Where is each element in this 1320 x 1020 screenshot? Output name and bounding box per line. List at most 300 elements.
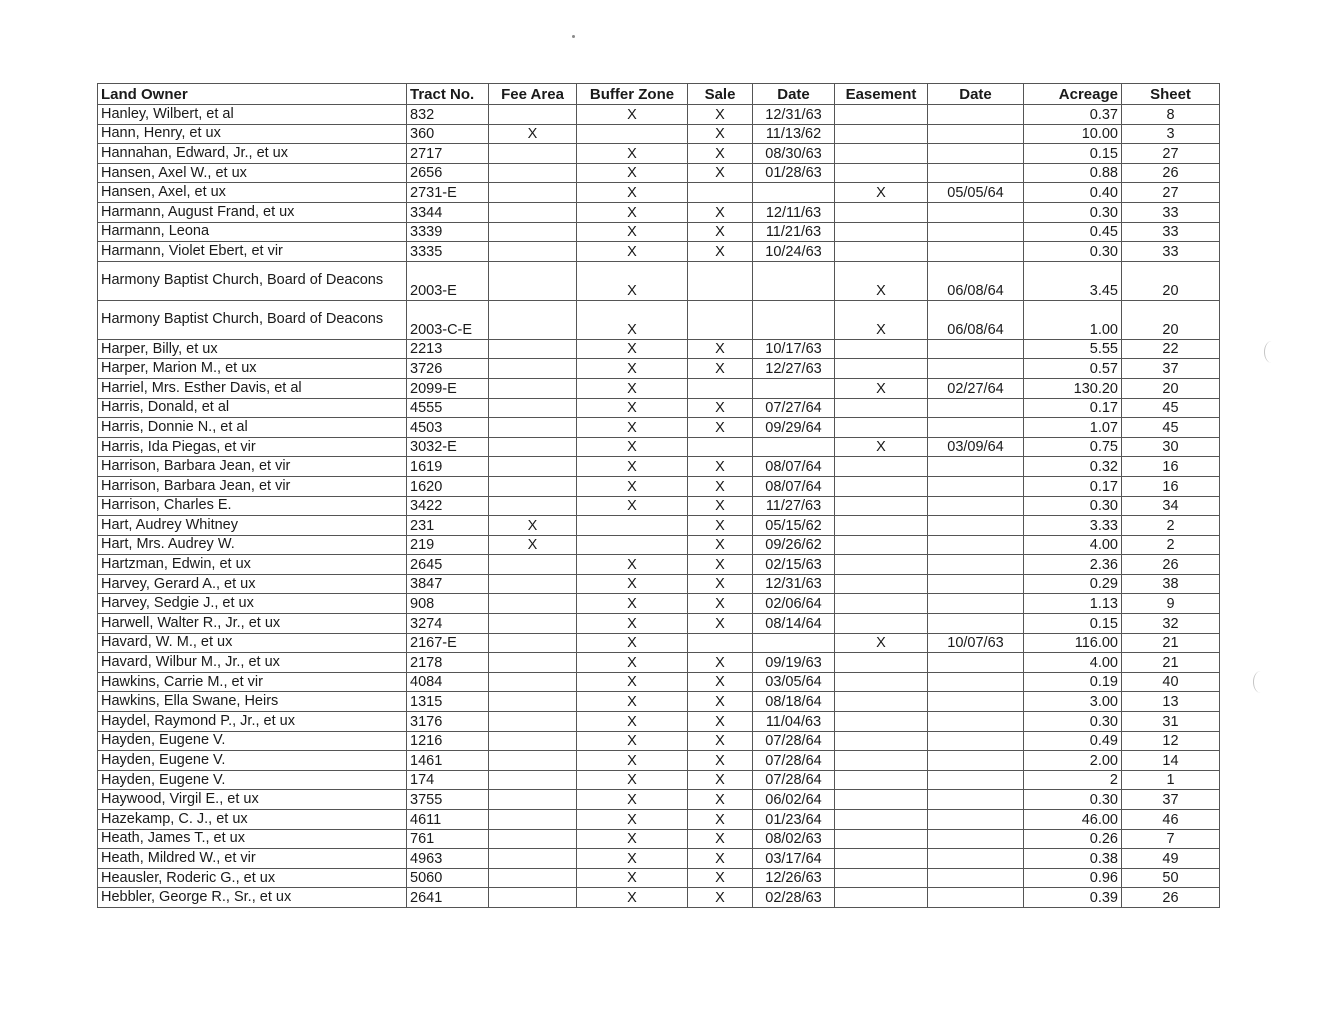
easement-date-cell bbox=[928, 496, 1024, 516]
sale-date-cell: 08/07/64 bbox=[753, 476, 835, 496]
fee-area-cell: X bbox=[489, 124, 577, 144]
table-row bbox=[98, 457, 1220, 477]
tract-no-cell: 3335 bbox=[407, 242, 489, 262]
sale-date-cell: 10/24/63 bbox=[753, 242, 835, 262]
easement-cell bbox=[835, 242, 928, 262]
sheet-cell: 40 bbox=[1122, 672, 1220, 692]
land-owner-cell: Harrison, Charles E. bbox=[98, 496, 407, 516]
easement-cell bbox=[835, 574, 928, 594]
sale-cell bbox=[688, 300, 753, 339]
buffer-zone-cell: X bbox=[577, 712, 688, 732]
land-owner-cell: Hart, Audrey Whitney bbox=[98, 516, 407, 536]
acreage-cell: 0.15 bbox=[1024, 144, 1122, 164]
sheet-cell: 20 bbox=[1122, 300, 1220, 339]
land-owner-cell: Haywood, Virgil E., et ux bbox=[98, 790, 407, 810]
easement-date-cell bbox=[928, 594, 1024, 614]
tract-no-cell: 3422 bbox=[407, 496, 489, 516]
fee-area-cell bbox=[489, 242, 577, 262]
fee-area-cell bbox=[489, 300, 577, 339]
acreage-cell: 4.00 bbox=[1024, 535, 1122, 555]
buffer-zone-cell: X bbox=[577, 183, 688, 203]
fee-area-cell bbox=[489, 653, 577, 673]
sale-cell: X bbox=[688, 672, 753, 692]
sale-cell bbox=[688, 378, 753, 398]
fee-area-cell bbox=[489, 770, 577, 790]
column-header-land-owner: Land Owner bbox=[98, 84, 407, 105]
easement-date-cell bbox=[928, 339, 1024, 359]
acreage-cell: 5.55 bbox=[1024, 339, 1122, 359]
easement-cell bbox=[835, 712, 928, 732]
sale-date-cell: 12/26/63 bbox=[753, 868, 835, 888]
buffer-zone-cell: X bbox=[577, 261, 688, 300]
fee-area-cell bbox=[489, 810, 577, 830]
tract-no-cell: 3726 bbox=[407, 359, 489, 379]
buffer-zone-cell bbox=[577, 535, 688, 555]
fee-area-cell: X bbox=[489, 535, 577, 555]
tract-no-cell: 3847 bbox=[407, 574, 489, 594]
sheet-cell: 33 bbox=[1122, 242, 1220, 262]
land-owner-cell: Harwell, Walter R., Jr., et ux bbox=[98, 614, 407, 634]
sale-cell: X bbox=[688, 594, 753, 614]
fee-area-cell bbox=[489, 731, 577, 751]
buffer-zone-cell: X bbox=[577, 849, 688, 869]
land-owner-cell: Hart, Mrs. Audrey W. bbox=[98, 535, 407, 555]
sale-cell: X bbox=[688, 202, 753, 222]
sale-cell: X bbox=[688, 339, 753, 359]
tract-no-cell: 3032-E bbox=[407, 437, 489, 457]
sale-cell: X bbox=[688, 418, 753, 438]
sale-date-cell: 08/30/63 bbox=[753, 144, 835, 164]
easement-cell bbox=[835, 359, 928, 379]
tract-no-cell: 2003-C-E bbox=[407, 300, 489, 339]
fee-area-cell bbox=[489, 672, 577, 692]
easement-cell bbox=[835, 457, 928, 477]
table-row bbox=[98, 516, 1220, 536]
buffer-zone-cell: X bbox=[577, 614, 688, 634]
land-owner-cell: Harmony Baptist Church, Board of Deacons bbox=[98, 300, 407, 339]
acreage-cell: 46.00 bbox=[1024, 810, 1122, 830]
buffer-zone-cell: X bbox=[577, 868, 688, 888]
tract-no-cell: 1216 bbox=[407, 731, 489, 751]
sale-date-cell: 08/02/63 bbox=[753, 829, 835, 849]
acreage-cell: 3.00 bbox=[1024, 692, 1122, 712]
acreage-cell: 0.40 bbox=[1024, 183, 1122, 203]
acreage-cell: 2.00 bbox=[1024, 751, 1122, 771]
easement-date-cell bbox=[928, 144, 1024, 164]
table-row bbox=[98, 300, 1220, 339]
easement-cell bbox=[835, 829, 928, 849]
easement-cell bbox=[835, 555, 928, 575]
easement-cell bbox=[835, 476, 928, 496]
easement-cell bbox=[835, 614, 928, 634]
easement-date-cell bbox=[928, 398, 1024, 418]
sale-cell: X bbox=[688, 790, 753, 810]
sale-cell: X bbox=[688, 496, 753, 516]
table-row bbox=[98, 829, 1220, 849]
easement-date-cell bbox=[928, 653, 1024, 673]
tract-no-cell: 3344 bbox=[407, 202, 489, 222]
acreage-cell: 3.45 bbox=[1024, 261, 1122, 300]
fee-area-cell bbox=[489, 105, 577, 125]
sale-cell: X bbox=[688, 653, 753, 673]
acreage-cell: 3.33 bbox=[1024, 516, 1122, 536]
acreage-cell: 1.13 bbox=[1024, 594, 1122, 614]
sale-date-cell: 03/05/64 bbox=[753, 672, 835, 692]
fee-area-cell bbox=[489, 555, 577, 575]
land-owner-cell: Harmann, Leona bbox=[98, 222, 407, 242]
easement-date-cell bbox=[928, 849, 1024, 869]
buffer-zone-cell: X bbox=[577, 888, 688, 908]
fee-area-cell bbox=[489, 712, 577, 732]
tract-no-cell: 832 bbox=[407, 105, 489, 125]
table-row bbox=[98, 555, 1220, 575]
sale-cell: X bbox=[688, 731, 753, 751]
sale-cell: X bbox=[688, 849, 753, 869]
land-owner-cell: Harris, Donald, et al bbox=[98, 398, 407, 418]
sale-cell bbox=[688, 183, 753, 203]
sheet-cell: 50 bbox=[1122, 868, 1220, 888]
sheet-cell: 33 bbox=[1122, 222, 1220, 242]
table-row bbox=[98, 163, 1220, 183]
acreage-cell: 0.30 bbox=[1024, 202, 1122, 222]
table-row bbox=[98, 888, 1220, 908]
sale-date-cell: 11/27/63 bbox=[753, 496, 835, 516]
easement-cell bbox=[835, 339, 928, 359]
easement-date-cell bbox=[928, 242, 1024, 262]
sheet-cell: 49 bbox=[1122, 849, 1220, 869]
sheet-cell: 27 bbox=[1122, 144, 1220, 164]
table-row bbox=[98, 712, 1220, 732]
buffer-zone-cell bbox=[577, 124, 688, 144]
sale-cell: X bbox=[688, 829, 753, 849]
easement-date-cell bbox=[928, 712, 1024, 732]
easement-date-cell: 05/05/64 bbox=[928, 183, 1024, 203]
sale-cell: X bbox=[688, 888, 753, 908]
sale-date-cell: 12/11/63 bbox=[753, 202, 835, 222]
easement-date-cell bbox=[928, 555, 1024, 575]
fee-area-cell: X bbox=[489, 516, 577, 536]
table-row bbox=[98, 810, 1220, 830]
buffer-zone-cell: X bbox=[577, 633, 688, 653]
fee-area-cell bbox=[489, 222, 577, 242]
sheet-cell: 30 bbox=[1122, 437, 1220, 457]
fee-area-cell bbox=[489, 849, 577, 869]
sale-date-cell: 02/28/63 bbox=[753, 888, 835, 908]
tract-no-cell: 1461 bbox=[407, 751, 489, 771]
easement-cell: X bbox=[835, 300, 928, 339]
buffer-zone-cell: X bbox=[577, 810, 688, 830]
sheet-cell: 1 bbox=[1122, 770, 1220, 790]
land-owner-cell: Heath, James T., et ux bbox=[98, 829, 407, 849]
margin-punch-mark bbox=[1253, 671, 1268, 693]
land-owner-cell: Harmann, August Frand, et ux bbox=[98, 202, 407, 222]
sheet-cell: 32 bbox=[1122, 614, 1220, 634]
easement-cell bbox=[835, 770, 928, 790]
table-row bbox=[98, 124, 1220, 144]
sale-date-cell: 12/27/63 bbox=[753, 359, 835, 379]
buffer-zone-cell: X bbox=[577, 359, 688, 379]
sale-cell: X bbox=[688, 555, 753, 575]
tract-no-cell: 908 bbox=[407, 594, 489, 614]
table-row bbox=[98, 692, 1220, 712]
column-header-fee-area: Fee Area bbox=[489, 84, 577, 105]
tract-no-cell: 3755 bbox=[407, 790, 489, 810]
sale-date-cell bbox=[753, 437, 835, 457]
buffer-zone-cell: X bbox=[577, 829, 688, 849]
sheet-cell: 20 bbox=[1122, 261, 1220, 300]
easement-date-cell bbox=[928, 516, 1024, 536]
margin-punch-mark bbox=[1264, 341, 1279, 363]
buffer-zone-cell: X bbox=[577, 144, 688, 164]
easement-cell bbox=[835, 163, 928, 183]
tract-no-cell: 4084 bbox=[407, 672, 489, 692]
land-owner-cell: Harris, Donnie N., et al bbox=[98, 418, 407, 438]
easement-cell bbox=[835, 418, 928, 438]
sheet-cell: 9 bbox=[1122, 594, 1220, 614]
sale-cell: X bbox=[688, 457, 753, 477]
sale-date-cell: 02/06/64 bbox=[753, 594, 835, 614]
buffer-zone-cell: X bbox=[577, 555, 688, 575]
tract-no-cell: 360 bbox=[407, 124, 489, 144]
acreage-cell: 0.38 bbox=[1024, 849, 1122, 869]
buffer-zone-cell: X bbox=[577, 398, 688, 418]
table-row bbox=[98, 437, 1220, 457]
fee-area-cell bbox=[489, 418, 577, 438]
sale-date-cell: 10/17/63 bbox=[753, 339, 835, 359]
sheet-cell: 31 bbox=[1122, 712, 1220, 732]
sheet-cell: 8 bbox=[1122, 105, 1220, 125]
acreage-cell: 0.57 bbox=[1024, 359, 1122, 379]
fee-area-cell bbox=[489, 594, 577, 614]
acreage-cell: 130.20 bbox=[1024, 378, 1122, 398]
sale-date-cell: 11/13/62 bbox=[753, 124, 835, 144]
sheet-cell: 37 bbox=[1122, 359, 1220, 379]
sale-date-cell: 07/28/64 bbox=[753, 731, 835, 751]
land-owner-cell: Hebbler, George R., Sr., et ux bbox=[98, 888, 407, 908]
column-header-acreage: Acreage bbox=[1024, 84, 1122, 105]
fee-area-cell bbox=[489, 868, 577, 888]
sheet-cell: 22 bbox=[1122, 339, 1220, 359]
fee-area-cell bbox=[489, 437, 577, 457]
easement-date-cell bbox=[928, 359, 1024, 379]
header-row bbox=[98, 84, 1220, 105]
column-header-sheet: Sheet bbox=[1122, 84, 1220, 105]
sheet-cell: 12 bbox=[1122, 731, 1220, 751]
fee-area-cell bbox=[489, 751, 577, 771]
easement-date-cell bbox=[928, 457, 1024, 477]
sheet-cell: 38 bbox=[1122, 574, 1220, 594]
sale-cell: X bbox=[688, 124, 753, 144]
sale-date-cell: 12/31/63 bbox=[753, 574, 835, 594]
sheet-cell: 13 bbox=[1122, 692, 1220, 712]
sale-date-cell: 08/14/64 bbox=[753, 614, 835, 634]
acreage-cell: 4.00 bbox=[1024, 653, 1122, 673]
easement-date-cell bbox=[928, 163, 1024, 183]
buffer-zone-cell: X bbox=[577, 731, 688, 751]
sheet-cell: 45 bbox=[1122, 418, 1220, 438]
easement-date-cell bbox=[928, 751, 1024, 771]
fee-area-cell bbox=[489, 476, 577, 496]
tract-no-cell: 4611 bbox=[407, 810, 489, 830]
easement-cell: X bbox=[835, 633, 928, 653]
sale-date-cell bbox=[753, 633, 835, 653]
easement-cell bbox=[835, 202, 928, 222]
land-owner-cell: Harper, Billy, et ux bbox=[98, 339, 407, 359]
sale-cell: X bbox=[688, 810, 753, 830]
column-header-sale-date: Date bbox=[753, 84, 835, 105]
table-row bbox=[98, 672, 1220, 692]
sale-date-cell: 01/23/64 bbox=[753, 810, 835, 830]
scan-speck bbox=[572, 35, 575, 38]
easement-cell bbox=[835, 222, 928, 242]
fee-area-cell bbox=[489, 633, 577, 653]
tract-no-cell: 5060 bbox=[407, 868, 489, 888]
tract-no-cell: 1620 bbox=[407, 476, 489, 496]
sale-date-cell: 11/21/63 bbox=[753, 222, 835, 242]
fee-area-cell bbox=[489, 183, 577, 203]
land-owner-cell: Hartzman, Edwin, et ux bbox=[98, 555, 407, 575]
tract-no-cell: 2003-E bbox=[407, 261, 489, 300]
buffer-zone-cell: X bbox=[577, 437, 688, 457]
land-owner-table bbox=[97, 83, 1220, 908]
tract-no-cell: 2717 bbox=[407, 144, 489, 164]
easement-date-cell bbox=[928, 672, 1024, 692]
acreage-cell: 0.17 bbox=[1024, 476, 1122, 496]
easement-cell: X bbox=[835, 261, 928, 300]
table-row bbox=[98, 868, 1220, 888]
table-row bbox=[98, 261, 1220, 300]
acreage-cell: 0.30 bbox=[1024, 242, 1122, 262]
land-owner-cell: Harris, Ida Piegas, et vir bbox=[98, 437, 407, 457]
table-row bbox=[98, 614, 1220, 634]
sale-cell bbox=[688, 633, 753, 653]
easement-date-cell bbox=[928, 731, 1024, 751]
land-owner-cell: Hazekamp, C. J., et ux bbox=[98, 810, 407, 830]
buffer-zone-cell: X bbox=[577, 242, 688, 262]
sale-date-cell: 09/19/63 bbox=[753, 653, 835, 673]
table-row bbox=[98, 633, 1220, 653]
sale-date-cell bbox=[753, 183, 835, 203]
acreage-cell: 0.17 bbox=[1024, 398, 1122, 418]
easement-cell bbox=[835, 535, 928, 555]
fee-area-cell bbox=[489, 398, 577, 418]
sale-date-cell bbox=[753, 261, 835, 300]
fee-area-cell bbox=[489, 888, 577, 908]
acreage-cell: 0.26 bbox=[1024, 829, 1122, 849]
table-row bbox=[98, 183, 1220, 203]
easement-date-cell bbox=[928, 829, 1024, 849]
sheet-cell: 14 bbox=[1122, 751, 1220, 771]
fee-area-cell bbox=[489, 614, 577, 634]
acreage-cell: 0.37 bbox=[1024, 105, 1122, 125]
buffer-zone-cell: X bbox=[577, 339, 688, 359]
table-row bbox=[98, 535, 1220, 555]
land-owner-cell: Harrison, Barbara Jean, et vir bbox=[98, 476, 407, 496]
sheet-cell: 46 bbox=[1122, 810, 1220, 830]
buffer-zone-cell: X bbox=[577, 496, 688, 516]
fee-area-cell bbox=[489, 496, 577, 516]
table-row bbox=[98, 398, 1220, 418]
easement-cell bbox=[835, 496, 928, 516]
sale-date-cell: 12/31/63 bbox=[753, 105, 835, 125]
sale-cell: X bbox=[688, 242, 753, 262]
sale-cell: X bbox=[688, 692, 753, 712]
land-owner-cell: Hannahan, Edward, Jr., et ux bbox=[98, 144, 407, 164]
sheet-cell: 16 bbox=[1122, 476, 1220, 496]
easement-cell bbox=[835, 516, 928, 536]
land-owner-cell: Hayden, Eugene V. bbox=[98, 731, 407, 751]
buffer-zone-cell: X bbox=[577, 476, 688, 496]
easement-date-cell: 02/27/64 bbox=[928, 378, 1024, 398]
sheet-cell: 20 bbox=[1122, 378, 1220, 398]
acreage-cell: 0.30 bbox=[1024, 790, 1122, 810]
acreage-cell: 1.07 bbox=[1024, 418, 1122, 438]
sale-date-cell: 05/15/62 bbox=[753, 516, 835, 536]
sale-date-cell: 08/07/64 bbox=[753, 457, 835, 477]
easement-cell bbox=[835, 124, 928, 144]
acreage-cell: 0.30 bbox=[1024, 496, 1122, 516]
table-row bbox=[98, 378, 1220, 398]
easement-date-cell bbox=[928, 868, 1024, 888]
column-header-sale: Sale bbox=[688, 84, 753, 105]
easement-cell bbox=[835, 594, 928, 614]
tract-no-cell: 231 bbox=[407, 516, 489, 536]
land-owner-cell: Hayden, Eugene V. bbox=[98, 770, 407, 790]
table-row bbox=[98, 105, 1220, 125]
easement-cell bbox=[835, 810, 928, 830]
fee-area-cell bbox=[489, 574, 577, 594]
buffer-zone-cell: X bbox=[577, 672, 688, 692]
table-row bbox=[98, 476, 1220, 496]
sale-date-cell: 01/28/63 bbox=[753, 163, 835, 183]
column-header-easement-date: Date bbox=[928, 84, 1024, 105]
sale-date-cell: 08/18/64 bbox=[753, 692, 835, 712]
land-owner-cell: Harmony Baptist Church, Board of Deacons bbox=[98, 261, 407, 300]
sale-date-cell bbox=[753, 300, 835, 339]
sheet-cell: 3 bbox=[1122, 124, 1220, 144]
acreage-cell: 1.00 bbox=[1024, 300, 1122, 339]
table-row bbox=[98, 359, 1220, 379]
sale-date-cell: 11/04/63 bbox=[753, 712, 835, 732]
tract-no-cell: 3176 bbox=[407, 712, 489, 732]
land-owner-cell: Heath, Mildred W., et vir bbox=[98, 849, 407, 869]
tract-no-cell: 2656 bbox=[407, 163, 489, 183]
tract-no-cell: 761 bbox=[407, 829, 489, 849]
easement-cell bbox=[835, 653, 928, 673]
sale-date-cell: 09/26/62 bbox=[753, 535, 835, 555]
sheet-cell: 26 bbox=[1122, 888, 1220, 908]
sheet-cell: 21 bbox=[1122, 653, 1220, 673]
tract-no-cell: 2167-E bbox=[407, 633, 489, 653]
land-owner-cell: Hann, Henry, et ux bbox=[98, 124, 407, 144]
tract-no-cell: 4555 bbox=[407, 398, 489, 418]
sale-cell: X bbox=[688, 712, 753, 732]
sheet-cell: 37 bbox=[1122, 790, 1220, 810]
sale-cell bbox=[688, 437, 753, 457]
tract-no-cell: 2099-E bbox=[407, 378, 489, 398]
acreage-cell: 0.49 bbox=[1024, 731, 1122, 751]
land-owner-cell: Hansen, Axel W., et ux bbox=[98, 163, 407, 183]
tract-no-cell: 3274 bbox=[407, 614, 489, 634]
land-owner-cell: Havard, Wilbur M., Jr., et ux bbox=[98, 653, 407, 673]
acreage-cell: 0.88 bbox=[1024, 163, 1122, 183]
acreage-cell: 0.39 bbox=[1024, 888, 1122, 908]
tract-no-cell: 219 bbox=[407, 535, 489, 555]
buffer-zone-cell: X bbox=[577, 222, 688, 242]
table-row bbox=[98, 594, 1220, 614]
sheet-cell: 21 bbox=[1122, 633, 1220, 653]
buffer-zone-cell: X bbox=[577, 105, 688, 125]
